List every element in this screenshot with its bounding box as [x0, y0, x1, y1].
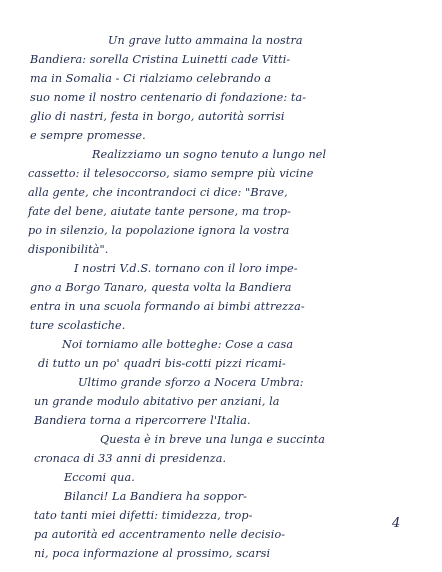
text-line: I nostri V.d.S. tornano con il loro impe- [74, 262, 298, 275]
text-line: fate del bene, aiutate tante persone, ma trop- [28, 205, 291, 218]
text-line: po in silenzio, la popolazione ignora la vostra [28, 224, 290, 237]
page-number: 4 [392, 516, 401, 531]
text-line: cassetto: il telesoccorso, siamo sempre più vicine [28, 167, 314, 180]
text-line: gno a Borgo Tanaro, questa volta la Bandiera [30, 281, 292, 294]
text-line: ma in Somalia - Ci rialziamo celebrando a [30, 72, 272, 85]
text-line: Noi torniamo alle botteghe: Cose a casa [62, 338, 294, 351]
text-line: disponibilità". [28, 243, 109, 256]
text-line: di tutto un po' quadri bis-cotti pizzi ricami- [38, 357, 286, 370]
text-line: e sempre promesse. [30, 129, 146, 142]
text-line: glio di nastri, festa in borgo, autorità sorrisi [30, 110, 285, 123]
text-line: Bandiera: sorella Cristina Luinetti cade Vitti- [30, 53, 291, 66]
text-line: Bilanci! La Bandiera ha soppor- [64, 490, 248, 503]
text-line: Un grave lutto ammaina la nostra [108, 34, 303, 47]
text-line: Realizziamo un sogno tenuto a lungo nel [92, 148, 327, 161]
text-line: suo nome il nostro centenario di fondazione: ta- [30, 91, 307, 104]
text-line: tato tanti miei difetti: timidezza, trop- [34, 509, 253, 522]
text-line: Questa è in breve una lunga e succinta [100, 433, 326, 446]
text-line: Bandiera torna a ripercorrere l'Italia. [34, 414, 251, 427]
text-line: Ultimo grande sforzo a Nocera Umbra: [78, 376, 304, 389]
text-line: entra in una scuola formando ai bimbi attrezza- [30, 300, 305, 313]
text-line: ni, poca informazione al prossimo, scarsi [34, 547, 271, 560]
text-line: ture scolastiche. [30, 319, 126, 332]
text-line: alla gente, che incontrandoci ci dice: "Brave, [28, 186, 288, 199]
text-line: un grande modulo abitativo per anziani, la [34, 395, 280, 408]
text-line: cronaca di 33 anni di presidenza. [34, 452, 227, 465]
text-line: Eccomi qua. [64, 471, 135, 484]
text-line: pa autorità ed accentramento nelle decisio- [34, 528, 286, 541]
